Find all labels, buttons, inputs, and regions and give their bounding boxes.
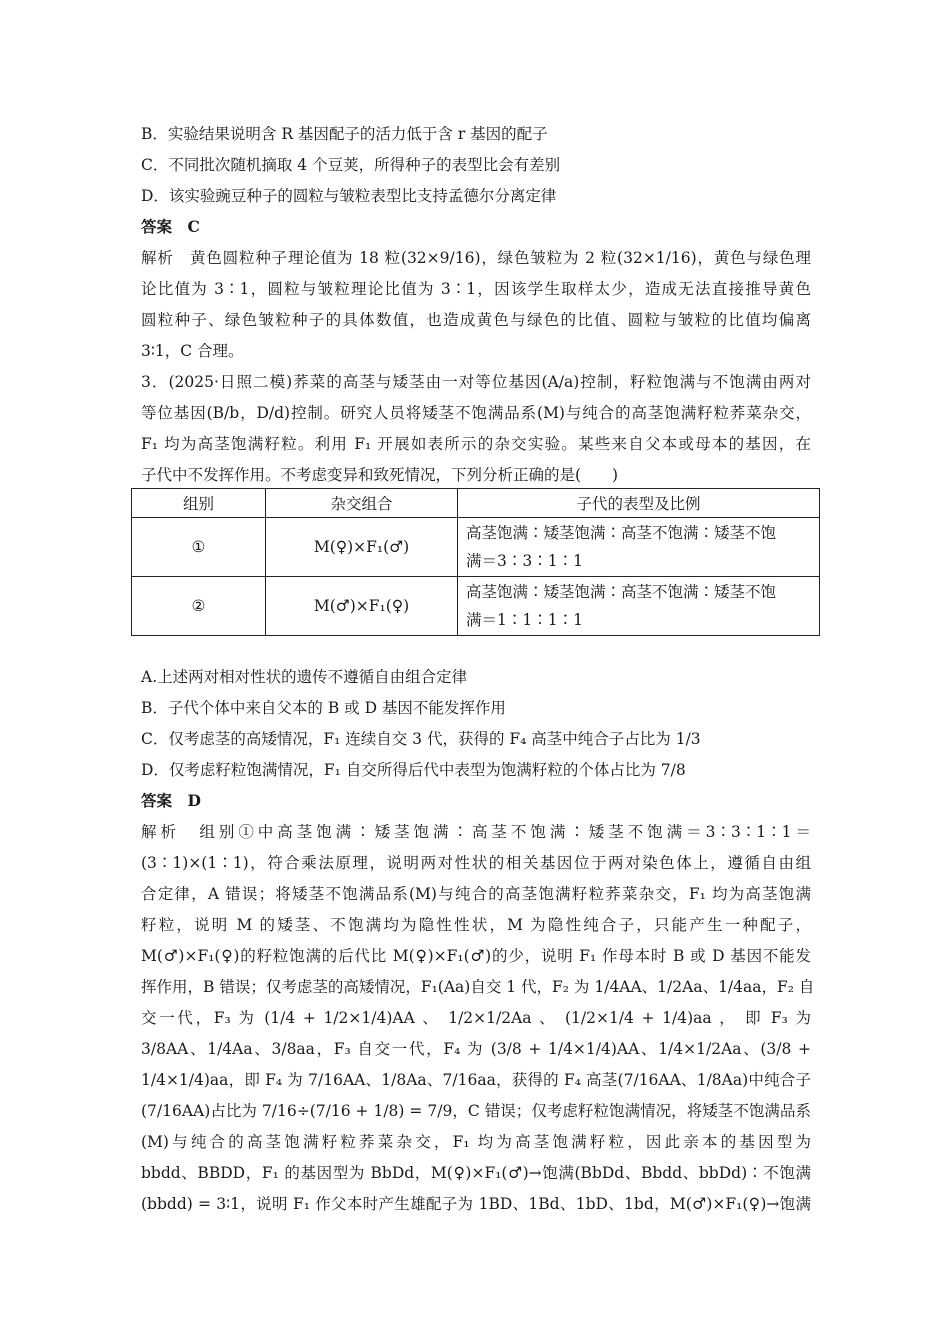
- analysis-line: 圆粒种子、绿色皱粒种子的具体数值，也造成黄色与绿色的比值、圆粒与皱粒的比值均偏离: [141, 311, 811, 329]
- analysis-line: bbdd、BBDD，F₁ 的基因型为 BbDd，M(♀)×F₁(♂)→饱满(BbDd、Bbdd、bbDd)∶不饱满: [141, 1164, 811, 1182]
- cross-table: [131, 488, 820, 636]
- option-b-line: B．子代个体中来自父本的 B 或 D 基因不能发挥作用: [141, 699, 506, 717]
- table-header: 杂交组合: [266, 489, 458, 518]
- answer-line: 答案 D: [141, 791, 201, 810]
- table-header: 组别: [132, 489, 266, 518]
- table-cell-result: [458, 577, 820, 636]
- analysis-line: 籽粒，说明 M 的矮茎、不饱满均为隐性性状，M 为隐性纯合子，只能产生一种配子，: [141, 916, 811, 934]
- question-line: 等位基因(B/b，D/d)控制。研究人员将矮茎不饱满品系(M)与纯合的高茎饱满籽粒荞菜杂交，: [141, 404, 811, 422]
- question-line: 子代中不发挥作用。不考虑变异和致死情况，下列分析正确的是( ): [141, 466, 619, 484]
- table-cell-result: [458, 518, 820, 577]
- result-line: 满＝3∶3∶1∶1: [466, 552, 583, 570]
- analysis-line: 挥作用，B 错误；仅考虑茎的高矮情况，F₁(Aa)自交 1 代，F₂ 为 1/4AA、1/2Aa、1/4aa，F₂ 自: [141, 978, 815, 996]
- analysis-line: 论比值为 3∶1，圆粒与皱粒理论比值为 3∶1，因该学生取样太少，造成无法直接推导黄色: [141, 280, 811, 298]
- question-line: F₁ 均为高茎饱满籽粒。利用 F₁ 开展如表所示的杂交实验。某些来自父本或母本的基因，在: [141, 435, 811, 453]
- analysis-line: 合定律，A 错误；将矮茎不饱满品系(M)与纯合的高茎饱满籽粒荞菜杂交，F₁ 均为高茎饱满: [141, 885, 811, 903]
- table-header: 子代的表型及比例: [458, 489, 820, 518]
- analysis-line: 解析 黄色圆粒种子理论值为 18 粒(32×9/16)，绿色皱粒为 2 粒(32×1/16)，黄色与绿色理: [141, 249, 811, 267]
- analysis-line: M(♂)×F₁(♀)的籽粒饱满的后代比 M(♀)×F₁(♂)的少，说明 F₁ 作母本时 B 或 D 基因不能发: [141, 947, 811, 965]
- table-cell-group: ②: [132, 577, 266, 636]
- result-line: 高茎饱满∶矮茎饱满∶高茎不饱满∶矮茎不饱: [466, 583, 777, 601]
- table-cell-cross: M(♂)×F₁(♀): [266, 577, 458, 636]
- analysis-line: (7/16AA)占比为 7/16÷(7/16 + 1/8) = 7/9，C 错误；仅考虑籽粒饱满情况，将矮茎不饱满品系: [141, 1102, 811, 1120]
- analysis-line: (3∶1)×(1∶1)，符合乘法原理，说明两对性状的相关基因位于两对染色体上，遵循自由组: [141, 854, 811, 872]
- analysis-line: 3/8AA、1/4Aa、3/8aa，F₃ 自交一代，F₄ 为 (3/8 + 1/4×1/4)AA、1/4×1/2Aa、(3/8 +: [141, 1040, 811, 1058]
- question-line: 3．(2025·日照二模)荞菜的高茎与矮茎由一对等位基因(A/a)控制，籽粒饱满与不饱满由两对: [141, 373, 811, 391]
- option-c-line: C．不同批次随机摘取 4 个豆荚，所得种子的表型比会有差别: [141, 156, 561, 174]
- analysis-line: 1/4×1/4)aa，即 F₄ 为 7/16AA、1/8Aa、7/16aa，获得的 F₄ 高茎(7/16AA、1/8Aa)中纯合子: [141, 1071, 811, 1089]
- result-line: 满＝1∶1∶1∶1: [466, 611, 583, 629]
- answer-line: 答案 C: [141, 217, 200, 236]
- option-d-line: D．仅考虑籽粒饱满情况，F₁ 自交所得后代中表型为饱满籽粒的个体占比为 7/8: [141, 761, 686, 779]
- option-b-line: B．实验结果说明含 R 基因配子的活力低于含 r 基因的配子: [141, 125, 548, 143]
- analysis-line: (M)与纯合的高茎饱满籽粒荞菜杂交，F₁ 均为高茎饱满籽粒，因此亲本的基因型为: [141, 1133, 811, 1151]
- analysis-line: (bbdd) = 3∶1，说明 F₁ 作父本时产生雄配子为 1BD、1Bd、1bD、1bd，M(♂)×F₁(♀)→饱满: [141, 1195, 811, 1213]
- table-row: [132, 577, 820, 636]
- analysis-line: 交一代，F₃ 为 (1/4 + 1/2×1/4)AA 、 1/2×1/2Aa 、 (1/2×1/4 + 1/4)aa ， 即 F₃ 为: [141, 1009, 811, 1027]
- table-row: [132, 518, 820, 577]
- result-line: 高茎饱满∶矮茎饱满∶高茎不饱满∶矮茎不饱: [466, 524, 777, 542]
- option-c-line: C．仅考虑茎的高矮情况，F₁ 连续自交 3 代，获得的 F₄ 高茎中纯合子占比为 1/3: [141, 730, 701, 748]
- table-cell-cross: M(♀)×F₁(♂): [266, 518, 458, 577]
- analysis-line: 3∶1，C 合理。: [141, 342, 244, 360]
- table-header-row: [132, 489, 820, 518]
- table-cell-group: ①: [132, 518, 266, 577]
- option-d-line: D．该实验豌豆种子的圆粒与皱粒表型比支持孟德尔分离定律: [141, 187, 557, 205]
- option-a-line: A.上述两对相对性状的遗传不遵循自由组合定律: [141, 668, 468, 686]
- analysis-line: 解析 组别①中高茎饱满∶矮茎饱满∶高茎不饱满∶矮茎不饱满＝3∶3∶1∶1＝: [141, 823, 811, 841]
